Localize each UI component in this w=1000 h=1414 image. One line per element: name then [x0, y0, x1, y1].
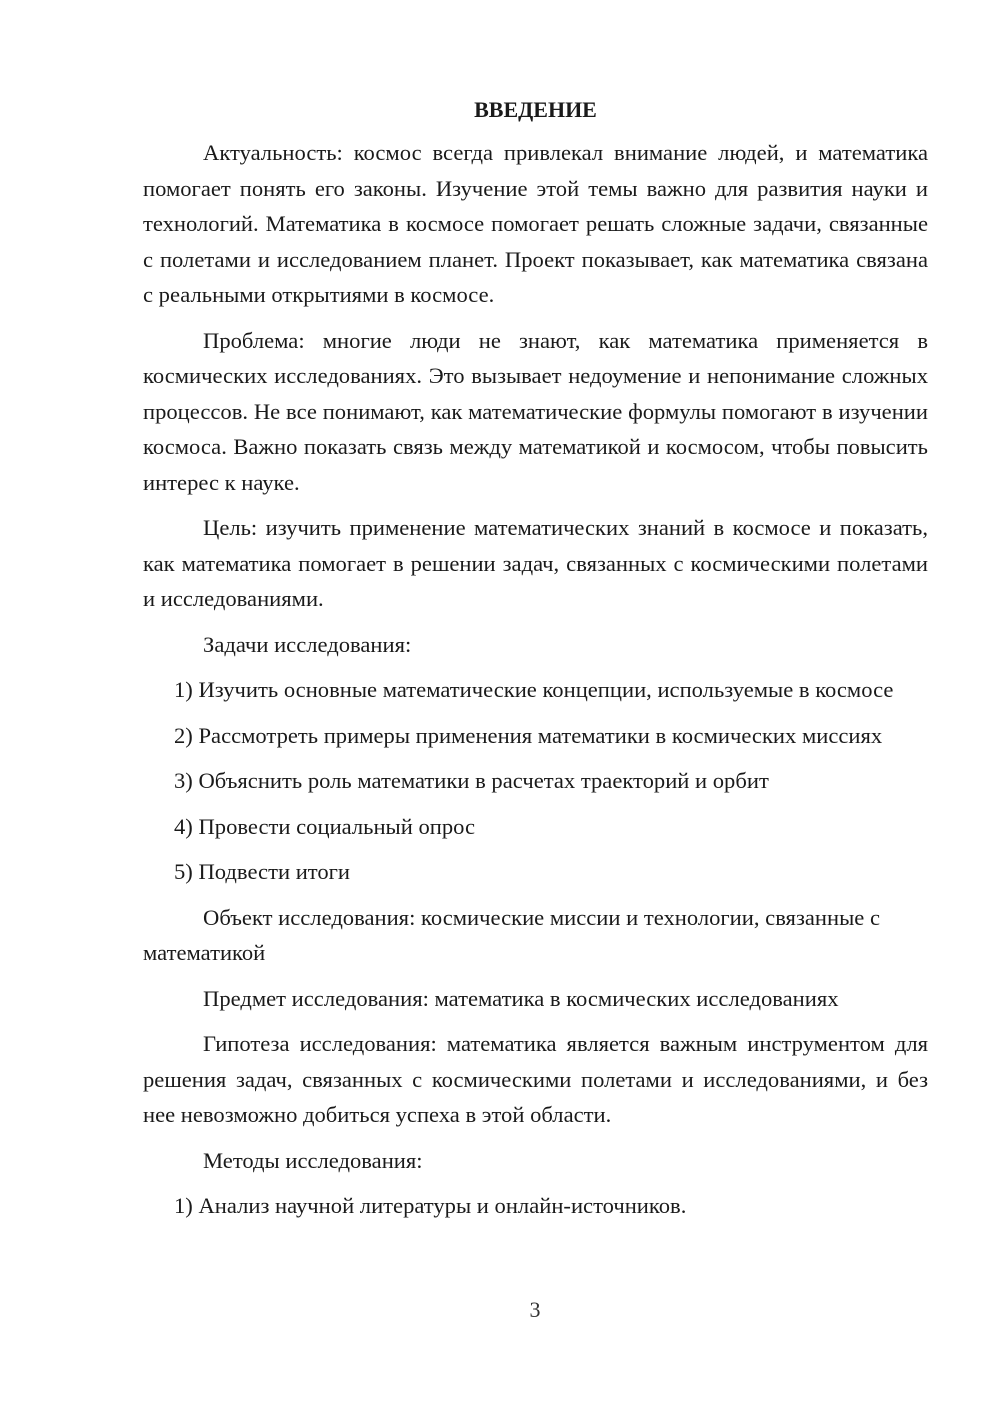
- task-item-3: 3) Объяснить роль математики в расчетах траекторий и орбит: [174, 768, 769, 793]
- page-number: 3: [529, 1297, 541, 1322]
- task-item-1: 1) Изучить основные математические концепции, используемые в космосе: [174, 677, 894, 702]
- tasks-heading: Задачи исследования:: [203, 631, 412, 657]
- paragraph-goal: Цель: изучить применение математических знаний в космосе и показать, как математика помогает в решении задач, связанных с космическими полетами и исследованиями.: [143, 515, 928, 611]
- research-object: Объект исследования: космические миссии и технологии, связанные с математикой: [143, 904, 880, 965]
- methods-heading: Методы исследования:: [203, 1147, 423, 1173]
- paragraph-problem: Проблема: многие люди не знают, как математика применяется в космических исследованиях. Это вызывает недоумение и непонимание сложных процессов. Не все понимают, как математические формулы помогают в изучении космоса. Важно показать связь между математикой и космосом, чтобы повысить интерес к науке.: [143, 327, 928, 495]
- research-hypothesis: Гипотеза исследования: математика является важным инструментом для решения задач, связанных с космическими полетами и исследованиями, и без нее невозможно добиться успеха в этой области.: [143, 1031, 928, 1127]
- task-item-4: 4) Провести социальный опрос: [174, 813, 476, 839]
- research-subject: Предмет исследования: математика в космических исследованиях: [203, 985, 839, 1011]
- task-item-2: 2) Рассмотреть примеры применения математики в космических миссиях: [174, 722, 883, 748]
- task-item-5: 5) Подвести итоги: [174, 859, 351, 884]
- section-title: ВВЕДЕНИЕ: [474, 97, 597, 122]
- method-item-1: 1) Анализ научной литературы и онлайн-источников.: [174, 1193, 687, 1218]
- paragraph-relevance: Актуальность: космос всегда привлекал внимание людей, и математика помогает понять его законы. Изучение этой темы важно для развития науки и технологий. Математика в космосе помогает решать сложные задачи, связанные с полетами и исследованием планет. Проект показывает, как математика связана с реальными открытиями в космосе.: [143, 140, 928, 307]
- document-page: [143, 95, 928, 1234]
